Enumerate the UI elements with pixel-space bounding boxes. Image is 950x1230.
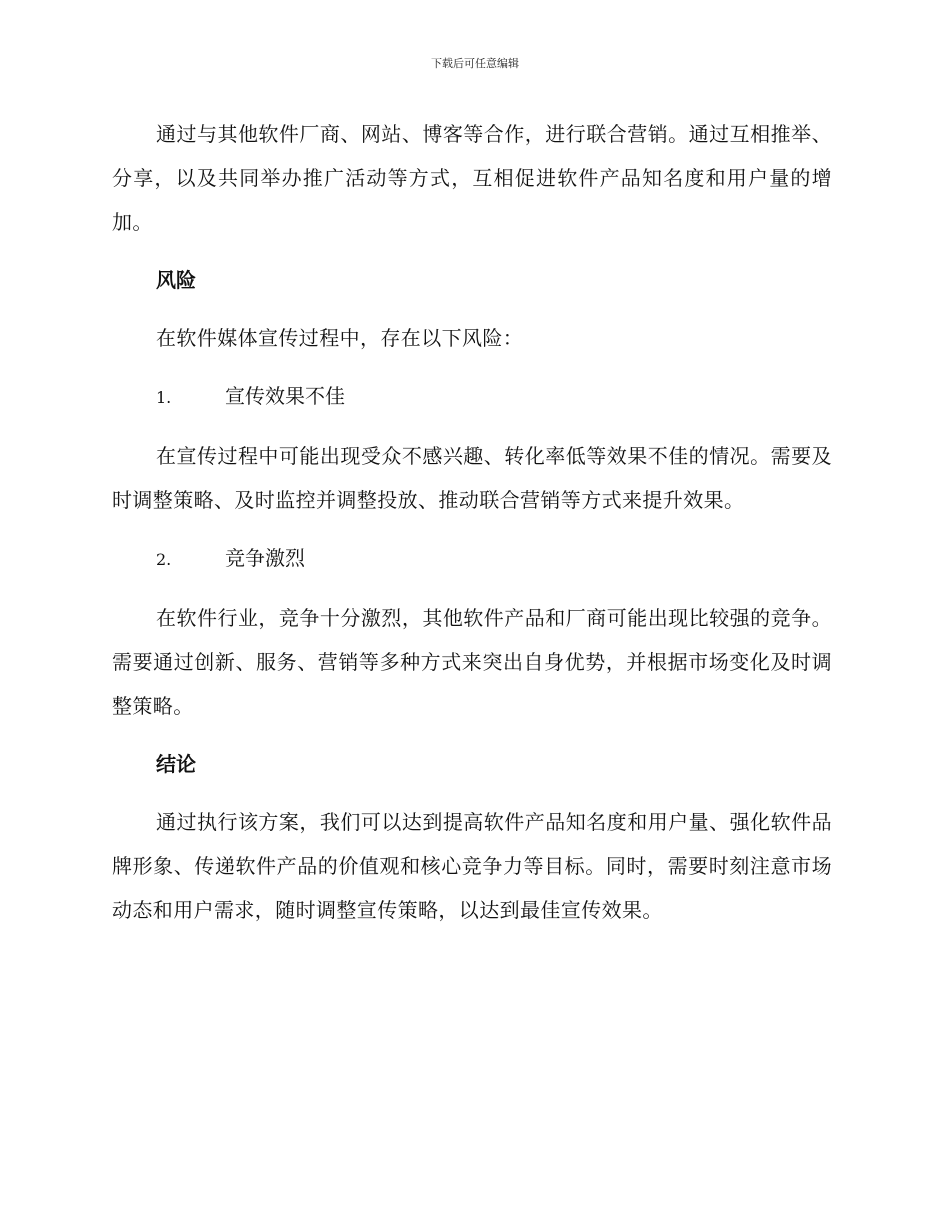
document-body [112, 112, 832, 932]
heading-conclusion: 结论 [156, 752, 196, 776]
risk-item-number: 2. [156, 550, 172, 569]
paragraph-conclusion: 通过执行该方案，我们可以达到提高软件产品知名度和用户量、强化软件品牌形象、传递软件产品的价值观和核心竞争力等目标。同时，需要时刻注意市场动态和用户需求，随时调整宣传策略，以达到最佳宣传效果。 [112, 810, 832, 922]
header-note: 下载后可任意编辑 [431, 57, 519, 70]
heading-risk: 风险 [156, 268, 196, 292]
paragraph-cooperation: 通过与其他软件厂商、网站、博客等合作，进行联合营销。通过互相推举、分享，以及共同举办推广活动等方式，互相促进软件产品知名度和用户量的增加。 [112, 122, 832, 234]
paragraph-risk-2: 在软件行业，竞争十分激烈，其他软件产品和厂商可能出现比较强的竞争。需要通过创新、服务、营销等多种方式来突出自身优势，并根据市场变化及时调整策略。 [112, 606, 832, 718]
risk-item-number: 1. [156, 388, 172, 407]
risk-item-title: 宣传效果不佳 [225, 384, 345, 408]
paragraph-risk-1: 在宣传过程中可能出现受众不感兴趣、转化率低等效果不佳的情况。需要及时调整策略、及时监控并调整投放、推动联合营销等方式来提升效果。 [112, 444, 832, 512]
paragraph-risk-intro: 在软件媒体宣传过程中，存在以下风险： [156, 326, 524, 350]
risk-item-2 [112, 536, 832, 582]
risk-item-1 [112, 374, 832, 420]
risk-item-title: 竞争激烈 [225, 546, 305, 570]
